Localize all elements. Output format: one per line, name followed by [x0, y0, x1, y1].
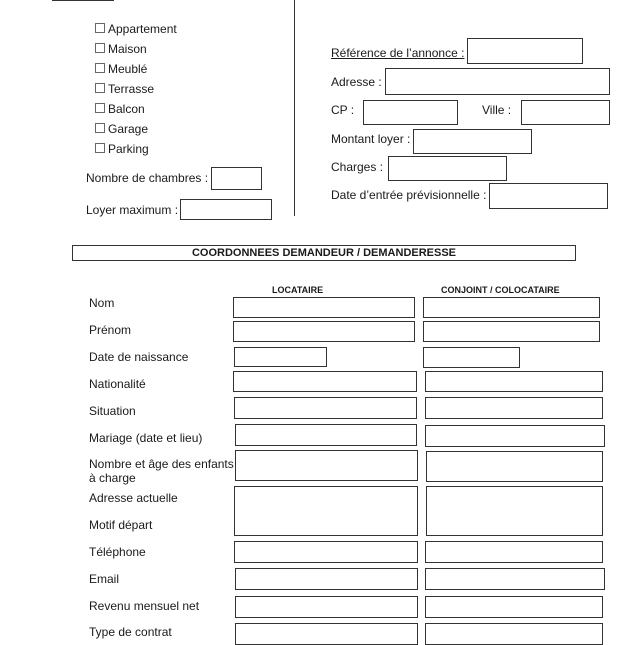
telephone-locataire-input[interactable] [234, 541, 418, 563]
nombre-chambres-label: Nombre de chambres : [86, 171, 209, 185]
reference-annonce-label: Référence de l’annonce : [331, 46, 465, 60]
adresse-actuelle-locataire-input[interactable] [234, 486, 418, 536]
nationalite-conjoint-input[interactable] [425, 371, 603, 392]
checkbox-label-parking: Parking [108, 142, 149, 156]
checkbox-label-appartement: Appartement [108, 22, 177, 36]
situation-locataire-input[interactable] [234, 397, 417, 419]
checkbox-label-balcon: Balcon [108, 102, 145, 116]
row-label-enfants [89, 457, 234, 485]
row-label-revenu: Revenu mensuel net [89, 599, 200, 613]
date-naissance-locataire-input[interactable] [234, 347, 327, 367]
column-header-locataire: LOCATAIRE [272, 285, 324, 295]
revenu-conjoint-input[interactable] [425, 596, 603, 618]
checkbox-parking[interactable] [95, 143, 105, 153]
loyer-max-input[interactable] [180, 199, 272, 220]
cp-input[interactable] [363, 100, 458, 125]
charges-label: Charges : [331, 160, 384, 174]
row-label-nationalite: Nationalité [89, 377, 146, 391]
enfants-locataire-input[interactable] [235, 450, 418, 481]
checkbox-garage[interactable] [95, 123, 105, 133]
checkbox-label-maison: Maison [108, 42, 147, 56]
nombre-chambres-input[interactable] [211, 167, 262, 190]
row-label-mariage: Mariage (date et lieu) [89, 431, 203, 445]
montant-loyer-label: Montant loyer : [331, 132, 411, 146]
row-label-telephone: Téléphone [89, 545, 146, 559]
revenu-locataire-input[interactable] [235, 596, 418, 618]
date-entree-input[interactable] [489, 183, 608, 209]
mariage-locataire-input[interactable] [235, 424, 417, 446]
nom-locataire-input[interactable] [233, 297, 415, 318]
date-entree-label: Date d’entrée prévisionnelle : [331, 188, 487, 202]
date-naissance-conjoint-input[interactable] [423, 347, 520, 368]
prenom-locataire-input[interactable] [233, 321, 415, 342]
checkbox-appartement[interactable] [95, 23, 105, 33]
checkbox-balcon[interactable] [95, 103, 105, 113]
checkbox-maison[interactable] [95, 43, 105, 53]
loyer-max-label: Loyer maximum : [86, 203, 179, 217]
nationalite-locataire-input[interactable] [233, 371, 417, 392]
row-label-nom: Nom [89, 296, 115, 310]
row-label-type-contrat: Type de contrat [89, 625, 172, 639]
checkbox-label-meuble: Meublé [108, 62, 148, 76]
situation-conjoint-input[interactable] [425, 397, 603, 419]
column-header-conjoint: CONJOINT / COLOCATAIRE [441, 285, 560, 295]
row-label-prenom: Prénom [89, 323, 132, 337]
checkbox-terrasse[interactable] [95, 83, 105, 93]
top-left-rule [52, 0, 114, 1]
adresse-input[interactable] [385, 68, 610, 95]
section-title-demandeur: COORDONNEES DEMANDEUR / DEMANDERESSE [72, 245, 576, 261]
row-label-email: Email [89, 572, 120, 586]
montant-loyer-input[interactable] [413, 129, 532, 154]
column-divider [294, 0, 295, 216]
nom-conjoint-input[interactable] [423, 297, 600, 318]
adresse-actuelle-conjoint-input[interactable] [426, 486, 603, 536]
checkbox-label-garage: Garage [108, 122, 149, 136]
charges-input[interactable] [388, 156, 507, 181]
row-label-enfants-line1: Nombre et âge des enfants [89, 457, 234, 471]
row-label-enfants-line2: à charge [89, 471, 136, 485]
adresse-label: Adresse : [331, 75, 382, 89]
ville-label: Ville : [482, 103, 512, 117]
checkbox-label-terrasse: Terrasse [108, 82, 155, 96]
mariage-conjoint-input[interactable] [425, 425, 605, 447]
type-contrat-conjoint-input[interactable] [425, 623, 603, 645]
row-label-adresse-actuelle: Adresse actuelle [89, 491, 178, 505]
row-label-situation: Situation [89, 404, 136, 418]
type-contrat-locataire-input[interactable] [235, 623, 418, 645]
ville-input[interactable] [521, 100, 610, 125]
email-locataire-input[interactable] [235, 568, 418, 590]
row-label-motif-depart: Motif départ [89, 518, 153, 532]
prenom-conjoint-input[interactable] [423, 321, 600, 342]
telephone-conjoint-input[interactable] [425, 541, 603, 563]
cp-label: CP : [331, 103, 355, 117]
email-conjoint-input[interactable] [425, 568, 605, 590]
reference-annonce-input[interactable] [467, 38, 583, 64]
row-label-date-naissance: Date de naissance [89, 350, 189, 364]
enfants-conjoint-input[interactable] [426, 451, 603, 482]
checkbox-meuble[interactable] [95, 63, 105, 73]
